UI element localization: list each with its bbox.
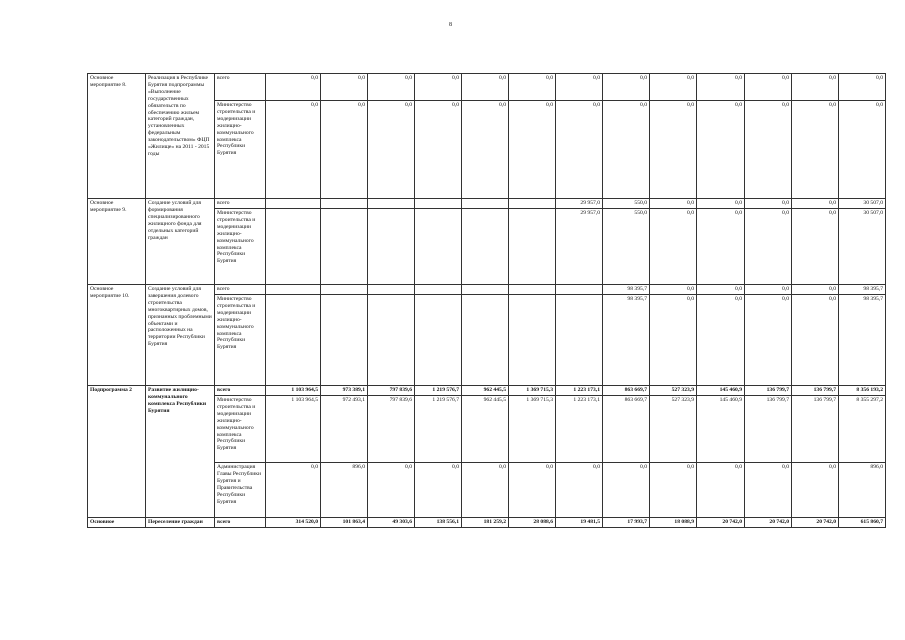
value-cell (415, 209, 462, 285)
value-cell: 527 323,9 (650, 386, 697, 396)
value-cell: 962 445,5 (462, 386, 509, 396)
value-cell: 1 103 964,5 (266, 386, 321, 396)
program-code-cell: Основное мероприятие 8. (88, 74, 146, 199)
value-cell: 8 356 193,2 (839, 386, 886, 396)
value-cell: 0,0 (792, 295, 839, 386)
executor-cell: Министерство строительства и модернизации жилищно-коммунального комплекса Республики Бурятия (215, 295, 266, 386)
value-cell (556, 295, 603, 386)
value-cell: 0,0 (697, 199, 745, 209)
program-code-cell: Подпрограмма 2 (88, 386, 146, 518)
value-cell: 0,0 (266, 463, 321, 518)
value-cell: 136 799,7 (745, 386, 792, 396)
value-cell (266, 199, 321, 209)
value-cell: 98 395,7 (839, 285, 886, 295)
value-cell (462, 199, 509, 209)
value-cell: 0,0 (745, 101, 792, 199)
value-cell: 0,0 (745, 295, 792, 386)
program-name-cell: Реализация в Республике Бурятия подпрограммы «Выполнение государственных обязательств по обеспечению жильем категорий граждан, установленных федеральным законодательством» ФЦП «Жилище» на 2011 - 2015 годы (146, 74, 215, 199)
executor-cell: Министерство строительства и модернизации жилищно-коммунального комплекса Республики Бурятия (215, 101, 266, 199)
value-cell: 0,0 (509, 463, 556, 518)
value-cell: 550,0 (603, 199, 650, 209)
value-cell: 30 507,0 (839, 209, 886, 285)
value-cell: 138 556,1 (415, 518, 462, 528)
value-cell: 101 863,4 (321, 518, 368, 528)
value-cell: 0,0 (697, 101, 745, 199)
value-cell: 0,0 (697, 74, 745, 101)
value-cell: 0,0 (745, 199, 792, 209)
value-cell: 962 445,5 (462, 396, 509, 463)
value-cell: 18 088,9 (650, 518, 697, 528)
value-cell: 0,0 (266, 74, 321, 101)
table-row (88, 285, 886, 295)
executor-cell: всего (215, 199, 266, 209)
value-cell: 0,0 (745, 285, 792, 295)
value-cell: 0,0 (839, 101, 886, 199)
value-cell: 0,0 (556, 74, 603, 101)
value-cell: 797 839,6 (368, 386, 415, 396)
program-name-cell: Создание условий для завершения долевого строительства многоквартирных домов, признанных проблемными объектами и расположенных на территории Республики Бурятия (146, 285, 215, 386)
value-cell: 550,0 (603, 209, 650, 285)
value-cell: 136 799,7 (792, 396, 839, 463)
value-cell (368, 285, 415, 295)
value-cell: 20 742,0 (792, 518, 839, 528)
value-cell (509, 209, 556, 285)
value-cell: 0,0 (697, 209, 745, 285)
value-cell: 0,0 (650, 285, 697, 295)
value-cell (266, 209, 321, 285)
value-cell: 0,0 (745, 74, 792, 101)
value-cell (368, 199, 415, 209)
value-cell: 0,0 (556, 101, 603, 199)
table-row (88, 74, 886, 101)
value-cell: 0,0 (266, 101, 321, 199)
value-cell: 527 323,9 (650, 396, 697, 463)
value-cell: 0,0 (509, 101, 556, 199)
table-row (88, 518, 886, 528)
value-cell: 0,0 (650, 101, 697, 199)
value-cell: 145 460,9 (697, 386, 745, 396)
value-cell: 0,0 (792, 209, 839, 285)
value-cell (509, 285, 556, 295)
value-cell (509, 199, 556, 209)
executor-cell: всего (215, 386, 266, 396)
value-cell: 98 395,7 (603, 285, 650, 295)
value-cell: 0,0 (697, 463, 745, 518)
value-cell: 0,0 (415, 463, 462, 518)
value-cell: 0,0 (368, 74, 415, 101)
value-cell: 0,0 (603, 463, 650, 518)
executor-cell: Администрация Главы Республики Бурятия и Правительства Республики Бурятия (215, 463, 266, 518)
value-cell: 29 957,0 (556, 199, 603, 209)
value-cell (509, 295, 556, 386)
value-cell: 314 520,0 (266, 518, 321, 528)
value-cell: 0,0 (839, 74, 886, 101)
value-cell (266, 285, 321, 295)
value-cell: 0,0 (603, 74, 650, 101)
table-row (88, 199, 886, 209)
executor-cell: Министерство строительства и модернизации жилищно-коммунального комплекса Республики Бурятия (215, 396, 266, 463)
executor-cell: всего (215, 285, 266, 295)
value-cell: 1 223 173,1 (556, 386, 603, 396)
value-cell: 0,0 (603, 101, 650, 199)
value-cell: 98 395,7 (603, 295, 650, 386)
value-cell: 0,0 (650, 209, 697, 285)
value-cell: 0,0 (697, 285, 745, 295)
value-cell (462, 295, 509, 386)
value-cell: 863 669,7 (603, 386, 650, 396)
value-cell (415, 295, 462, 386)
program-code-cell: Основное мероприятие 9. (88, 199, 146, 285)
value-cell: 896,0 (321, 463, 368, 518)
value-cell: 0,0 (415, 74, 462, 101)
executor-cell: всего (215, 74, 266, 101)
value-cell (556, 285, 603, 295)
value-cell: 797 839,6 (368, 396, 415, 463)
program-code-cell: Основное (88, 518, 146, 528)
value-cell: 19 481,5 (556, 518, 603, 528)
value-cell: 0,0 (745, 463, 792, 518)
program-name-cell: Переселение граждан (146, 518, 215, 528)
value-cell (368, 209, 415, 285)
value-cell: 0,0 (697, 295, 745, 386)
value-cell (321, 285, 368, 295)
value-cell: 0,0 (462, 101, 509, 199)
value-cell: 0,0 (650, 295, 697, 386)
program-name-cell: Создание условий для формирования специализированного жилищного фонда для отдельных категорий граждан (146, 199, 215, 285)
executor-cell: всего (215, 518, 266, 528)
table-body (88, 74, 886, 528)
value-cell: 0,0 (462, 74, 509, 101)
value-cell (462, 209, 509, 285)
value-cell: 20 742,0 (745, 518, 792, 528)
value-cell: 0,0 (368, 101, 415, 199)
value-cell (321, 209, 368, 285)
value-cell: 972 493,1 (321, 396, 368, 463)
value-cell: 615 860,7 (839, 518, 886, 528)
program-code-cell: Основное мероприятие 10. (88, 285, 146, 386)
value-cell: 30 507,0 (839, 199, 886, 209)
value-cell: 136 799,7 (745, 396, 792, 463)
program-name-cell: Развитие жилищно-коммунального комплекса Республики Бурятия (146, 386, 215, 518)
value-cell: 29 957,0 (556, 209, 603, 285)
value-cell: 1 219 576,7 (415, 396, 462, 463)
value-cell: 1 369 715,3 (509, 396, 556, 463)
value-cell: 0,0 (556, 463, 603, 518)
value-cell: 973 389,1 (321, 386, 368, 396)
value-cell: 8 355 297,2 (839, 396, 886, 463)
value-cell: 1 103 964,5 (266, 396, 321, 463)
value-cell: 136 799,7 (792, 386, 839, 396)
value-cell: 1 219 576,7 (415, 386, 462, 396)
value-cell: 896,0 (839, 463, 886, 518)
value-cell: 0,0 (321, 74, 368, 101)
value-cell: 17 993,7 (603, 518, 650, 528)
value-cell (266, 295, 321, 386)
value-cell: 0,0 (650, 74, 697, 101)
budget-table (87, 73, 886, 528)
value-cell: 0,0 (745, 209, 792, 285)
value-cell: 181 259,2 (462, 518, 509, 528)
value-cell (415, 199, 462, 209)
value-cell: 0,0 (792, 74, 839, 101)
value-cell: 0,0 (792, 199, 839, 209)
value-cell: 863 669,7 (603, 396, 650, 463)
value-cell: 1 369 715,3 (509, 386, 556, 396)
value-cell: 0,0 (462, 463, 509, 518)
value-cell: 20 742,0 (697, 518, 745, 528)
page-number: 8 (449, 22, 452, 28)
value-cell: 0,0 (415, 101, 462, 199)
value-cell: 49 303,6 (368, 518, 415, 528)
executor-cell: Министерство строительства и модернизации жилищно-коммунального комплекса Республики Бурятия (215, 209, 266, 285)
value-cell: 0,0 (792, 463, 839, 518)
value-cell (462, 285, 509, 295)
value-cell: 98 395,7 (839, 295, 886, 386)
value-cell (321, 295, 368, 386)
table-row (88, 386, 886, 396)
value-cell: 145 460,9 (697, 396, 745, 463)
value-cell: 0,0 (650, 199, 697, 209)
value-cell: 0,0 (509, 74, 556, 101)
value-cell: 1 223 173,1 (556, 396, 603, 463)
value-cell (321, 199, 368, 209)
value-cell: 0,0 (368, 463, 415, 518)
value-cell: 0,0 (650, 463, 697, 518)
value-cell (415, 285, 462, 295)
value-cell: 28 088,6 (509, 518, 556, 528)
value-cell: 0,0 (792, 285, 839, 295)
value-cell: 0,0 (792, 101, 839, 199)
value-cell (368, 295, 415, 386)
value-cell: 0,0 (321, 101, 368, 199)
